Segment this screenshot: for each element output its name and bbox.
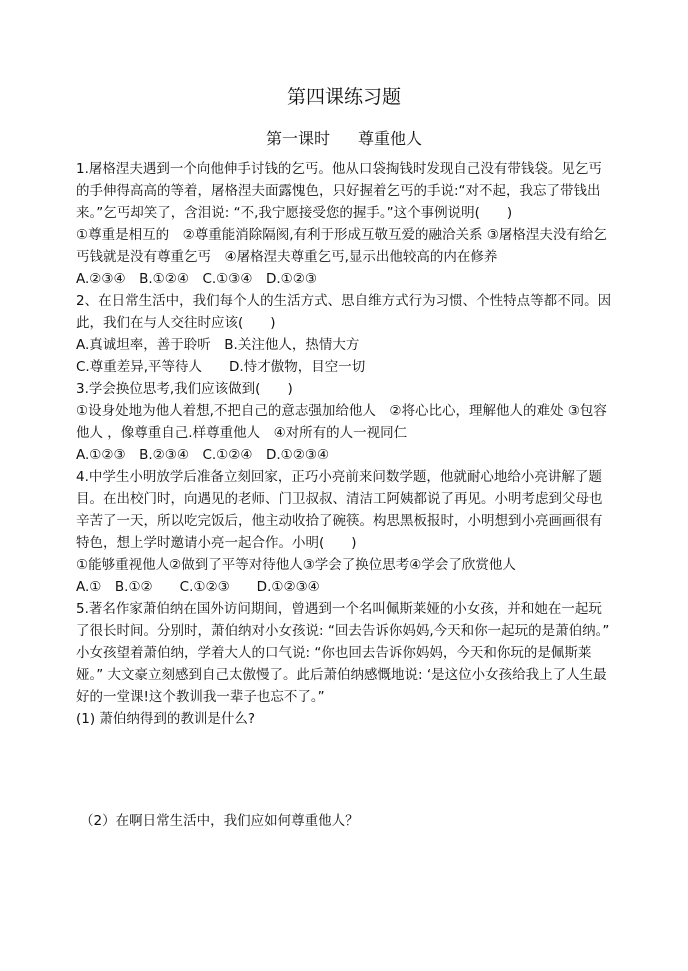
question-3-options: A.①②③ B.②③④ C.①②④ D.①②③④ xyxy=(76,447,330,463)
question-1-options: A.②③④ B.①②④ C.①③④ D.①②③ xyxy=(76,271,317,287)
question-2-options-line2: C.尊重差异,平等待人 D.恃才傲物，目空一切 xyxy=(76,359,366,375)
page-title: 第四课练习题 xyxy=(286,86,401,108)
answer-space-1 xyxy=(76,730,612,810)
question-2-stem: 2、在日常生活中，我们每个人的生活方式、思自维方式行为习惯、个性特点等都不同。因此，我们在与人交往时应该( ) xyxy=(76,293,612,331)
question-4-statements: ①能够重视他人②做到了平等对待他人③学会了换位思考④学会了欣赏他人 xyxy=(76,557,516,573)
lesson-topic: 尊重他人 xyxy=(358,129,423,148)
question-2-options-line1: A.真诚坦率，善于聆听 B.关注他人，热情大方 xyxy=(76,337,360,353)
question-5-stem: 5.著名作家萧伯纳在国外访问期间，曾遇到一个名叫佩斯莱娅的小女孩，并和她在一起玩了很长时间。分别时，萧伯纳对小女孩说: “回去告诉你妈妈,今天和你一起玩的是萧伯纳。” 小女孩望着萧伯纳，学着大人的口气说: “你也回去告诉你妈妈，今天和你玩的是佩斯莱娅。” 大文豪立刻感到自己太傲慢了。此后萧伯纳感慨地说: ‘是这位小女孩给我上了人生最好的一堂课!这个教训我一辈子也忘不了。” xyxy=(76,601,610,705)
question-1-stem: 1.屠格涅夫遇到一个向他伸手讨钱的乞丐。他从口袋掏钱时发现自己没有带钱袋。见乞丐的手伸得高高的等着，屠格涅夫面露愧色，只好握着乞丐的手说:“对不起，我忘了带钱出来。”乞丐却笑了，含泪说: “不,我宁愿接受您的握手。”这个事例说明( ) xyxy=(76,161,602,221)
lesson-number: 第一课时 xyxy=(265,129,330,148)
question-4-options: A.① B.①② C.①②③ D.①②③④ xyxy=(76,579,320,595)
question-3-statements: ①设身处地为他人着想,不把自己的意志强加给他人 ②将心比心，理解他人的难处 ③包容他人 ，像尊重自己.样尊重他人 ④对所有的人一视同仁 xyxy=(76,403,607,441)
lesson-subtitle xyxy=(0,128,688,150)
question-5-sub1: (1) 萧伯纳得到的教训是什么? xyxy=(76,711,256,727)
question-1-statements: ①尊重是相互的 ②尊重能消除隔阂,有利于形成互敬互爱的融洽关系 ③屠格涅夫没有给乞丐钱就是没有尊重乞丐 ④屠格涅夫尊重乞丐,显示出他较高的内在修养 xyxy=(76,227,607,265)
question-3-stem: 3.学会换位思考,我们应该做到( ) xyxy=(76,381,293,397)
question-4-stem: 4.中学生小明放学后准备立刻回家，正巧小亮前来问数学题，他就耐心地给小亮讲解了题目。在出校门时，向遇见的老师、门卫叔叔、清洁工阿姨都说了再见。小明考虑到父母也辛苦了一天，所以吃完饭后，他主动收拾了碗筷。构思黑板报时，小明想到小亮画画很有特色，想上学时邀请小亮一起合作。小明( ) xyxy=(76,469,603,551)
question-list xyxy=(76,158,612,832)
question-5-sub2: （2）在啊日常生活中，我们应如何尊重他人？ xyxy=(80,813,359,829)
